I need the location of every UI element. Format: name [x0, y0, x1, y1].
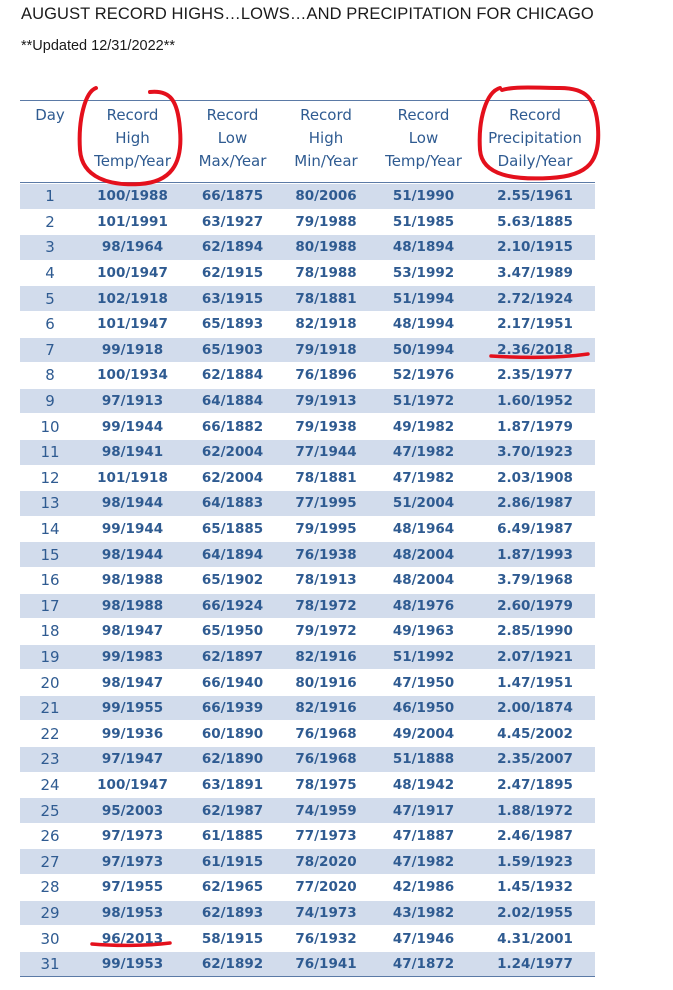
record-cell: 48/2004: [392, 572, 455, 589]
header-line: Record: [106, 106, 159, 124]
record-cell: 79/1995: [295, 521, 357, 538]
header-line: Temp/Year: [385, 152, 462, 170]
table-row: [20, 362, 595, 388]
day-cell: 15: [40, 545, 60, 564]
day-cell: 22: [40, 724, 60, 743]
table-row: [20, 209, 595, 235]
record-cell: 49/1963: [392, 623, 455, 640]
record-cell: 48/2004: [392, 546, 455, 563]
table-row: [20, 593, 595, 619]
record-cell: 2.35/2007: [497, 751, 573, 768]
record-cell: 51/1985: [392, 213, 455, 230]
record-cell: 98/1941: [101, 444, 164, 461]
table-row: [20, 567, 595, 593]
record-cell: 62/2004: [201, 469, 264, 486]
table-row: [20, 900, 595, 926]
table-row: [20, 337, 595, 363]
record-cell: 76/1968: [295, 725, 357, 742]
record-cell: 79/1972: [295, 623, 357, 640]
record-cell: 46/1950: [392, 700, 455, 717]
day-cell: 16: [40, 571, 60, 590]
day-cell: 5: [45, 289, 55, 308]
table-row: [20, 465, 595, 491]
record-cell: 2.47/1895: [497, 776, 573, 793]
header-line: High: [308, 129, 344, 147]
header-line: Temp/Year: [94, 152, 171, 170]
header-line: Low: [408, 129, 439, 147]
record-cell: 97/1973: [101, 828, 164, 845]
table-row: [20, 823, 595, 849]
header-day: [20, 104, 80, 127]
table-row: [20, 541, 595, 567]
day-cell: 10: [40, 417, 60, 436]
record-cell: 2.55/1961: [497, 188, 573, 205]
record-cell: 97/1973: [101, 853, 164, 870]
table-bottom-rule: [20, 976, 595, 977]
record-cell: 62/1897: [201, 648, 264, 665]
table-row: [20, 183, 595, 209]
record-cell: 76/1941: [295, 956, 357, 973]
record-cell: 77/1944: [295, 444, 357, 461]
record-cell: 4.45/2002: [497, 725, 573, 742]
record-cell: 47/1982: [392, 853, 455, 870]
record-cell: 1.45/1932: [497, 879, 573, 896]
record-cell: 2.10/1915: [497, 239, 573, 256]
record-cell: 1.47/1951: [497, 674, 573, 691]
record-cell: 77/1995: [295, 495, 357, 512]
record-cell: 65/1893: [201, 316, 264, 333]
record-cell: 62/2004: [201, 444, 264, 461]
table-row: [20, 951, 595, 977]
record-cell: 76/1968: [295, 751, 357, 768]
record-cell: 48/1976: [392, 597, 455, 614]
table-row: [20, 925, 595, 951]
record-cell: 2.46/1987: [497, 828, 573, 845]
record-cell: 53/1992: [392, 265, 455, 282]
table-body: [20, 183, 595, 976]
record-cell: 43/1982: [392, 904, 455, 921]
header-line: High: [115, 129, 150, 147]
record-cell: 64/1883: [201, 495, 264, 512]
record-cell: 78/1913: [295, 572, 357, 589]
day-cell: 19: [40, 647, 60, 666]
header-line: Record: [206, 106, 259, 124]
table-row: [20, 848, 595, 874]
table-row: [20, 669, 595, 695]
day-cell: 4: [45, 264, 55, 283]
record-cell: 62/1890: [201, 751, 264, 768]
record-cell: 82/1916: [295, 700, 357, 717]
day-cell: 8: [45, 366, 55, 385]
record-cell: 100/1988: [97, 188, 168, 205]
record-cell: 99/1936: [101, 725, 164, 742]
day-cell: 11: [40, 443, 60, 462]
record-cell: 98/1988: [101, 572, 164, 589]
record-cell: 48/1894: [392, 239, 455, 256]
record-cell: 2.86/1987: [497, 495, 573, 512]
table-row: [20, 746, 595, 772]
day-cell: 29: [40, 903, 60, 922]
record-cell: 48/1994: [392, 316, 455, 333]
table-row: [20, 644, 595, 670]
record-cell: 51/1992: [392, 648, 455, 665]
header-line: Precipitation: [488, 129, 582, 147]
record-cell: 62/1884: [201, 367, 264, 384]
record-cell: 101/1947: [97, 316, 168, 333]
header-line: Record: [509, 106, 561, 124]
record-cell: 2.85/1990: [497, 623, 573, 640]
record-cell: 64/1884: [201, 393, 264, 410]
record-cell: 66/1882: [201, 418, 264, 435]
record-cell: 47/1872: [392, 956, 455, 973]
record-cell: 42/1986: [392, 879, 455, 896]
record-cell: 98/1947: [101, 674, 164, 691]
record-cell: 48/1942: [392, 776, 455, 793]
table-row: [20, 720, 595, 746]
record-cell: 66/1939: [201, 700, 264, 717]
record-cell: 2.60/1979: [497, 597, 573, 614]
record-cell: 1.24/1977: [497, 956, 573, 973]
record-cell: 48/1964: [392, 521, 455, 538]
record-cell: 2.35/1977: [497, 367, 573, 384]
record-cell: 98/1944: [101, 495, 164, 512]
record-cell: 63/1891: [201, 776, 264, 793]
record-cell: 1.60/1952: [497, 393, 573, 410]
record-cell: 47/1917: [392, 802, 455, 819]
day-cell: 24: [40, 775, 60, 794]
record-cell: 101/1991: [97, 213, 168, 230]
record-cell: 98/1944: [101, 546, 164, 563]
record-cell: 99/1918: [101, 341, 164, 358]
record-cell: 63/1915: [201, 290, 264, 307]
record-cell: 66/1875: [201, 188, 264, 205]
record-cell: 66/1924: [201, 597, 264, 614]
record-cell: 3.79/1968: [497, 572, 573, 589]
record-cell: 51/1994: [392, 290, 455, 307]
day-cell: 7: [45, 340, 55, 359]
record-cell: 50/1994: [392, 341, 455, 358]
record-cell: 100/1934: [97, 367, 168, 384]
record-cell: 47/1946: [392, 930, 455, 947]
record-cell: 62/1987: [201, 802, 264, 819]
record-cell: 61/1885: [201, 828, 264, 845]
table-row: [20, 388, 595, 414]
record-cell: 78/1881: [295, 469, 357, 486]
record-cell: 2.03/1908: [497, 469, 573, 486]
record-cell: 51/1972: [392, 393, 455, 410]
table-row: [20, 413, 595, 439]
record-cell: 102/1918: [97, 290, 168, 307]
table-row: [20, 285, 595, 311]
record-cell: 62/1965: [201, 879, 264, 896]
day-cell: 28: [40, 878, 60, 897]
record-cell: 60/1890: [201, 725, 264, 742]
record-cell: 98/1953: [101, 904, 164, 921]
table-row: [20, 439, 595, 465]
record-cell: 65/1885: [201, 521, 264, 538]
day-cell: 20: [40, 673, 60, 692]
table-row: [20, 234, 595, 260]
record-cell: 64/1894: [201, 546, 264, 563]
header-record-high-min: [280, 104, 372, 173]
day-cell: 27: [40, 852, 60, 871]
record-cell: 2.36/2018: [497, 341, 573, 358]
day-cell: 9: [45, 392, 55, 411]
record-cell: 95/2003: [101, 802, 164, 819]
record-cell: 6.49/1987: [497, 521, 573, 538]
table-row: [20, 516, 595, 542]
record-cell: 99/1953: [101, 956, 164, 973]
record-cell: 62/1894: [201, 239, 264, 256]
record-cell: 82/1916: [295, 648, 357, 665]
record-cell: 65/1903: [201, 341, 264, 358]
record-cell: 97/1947: [101, 751, 164, 768]
record-cell: 101/1918: [97, 469, 168, 486]
record-cell: 79/1988: [295, 213, 357, 230]
record-cell: 47/1950: [392, 674, 455, 691]
record-cell: 98/1988: [101, 597, 164, 614]
record-cell: 80/2006: [295, 188, 357, 205]
header-record-precipitation: [475, 104, 595, 173]
day-cell: 14: [40, 520, 60, 539]
record-cell: 49/2004: [392, 725, 455, 742]
record-cell: 78/1975: [295, 776, 357, 793]
record-cell: 1.88/1972: [497, 802, 573, 819]
table-header: [20, 101, 595, 182]
day-cell: 13: [40, 494, 60, 513]
day-cell: 18: [40, 622, 60, 641]
day-cell: 31: [40, 955, 60, 974]
table-row: [20, 618, 595, 644]
record-cell: 77/2020: [295, 879, 357, 896]
record-cell: 51/2004: [392, 495, 455, 512]
day-cell: 1: [45, 187, 55, 206]
day-cell: 12: [40, 468, 60, 487]
table-row: [20, 874, 595, 900]
record-cell: 78/1881: [295, 290, 357, 307]
record-cell: 66/1940: [201, 674, 264, 691]
record-cell: 61/1915: [201, 853, 264, 870]
record-cell: 3.47/1989: [497, 265, 573, 282]
record-cell: 4.31/2001: [497, 930, 573, 947]
header-line: Low: [217, 129, 248, 147]
record-cell: 78/2020: [295, 853, 357, 870]
day-cell: 30: [40, 929, 60, 948]
record-cell: 47/1982: [392, 469, 455, 486]
header-record-low-max: [185, 104, 280, 173]
record-cell: 5.63/1885: [497, 213, 573, 230]
table-row: [20, 311, 595, 337]
record-cell: 2.72/1924: [497, 290, 573, 307]
day-cell: 26: [40, 827, 60, 846]
record-cell: 63/1927: [201, 213, 264, 230]
record-cell: 49/1982: [392, 418, 455, 435]
day-cell: 17: [40, 596, 60, 615]
day-cell: 2: [45, 212, 55, 231]
record-cell: 78/1988: [295, 265, 357, 282]
day-cell: 6: [45, 315, 55, 334]
table-row: [20, 260, 595, 286]
record-cell: 78/1972: [295, 597, 357, 614]
record-cell: 2.07/1921: [497, 648, 573, 665]
records-table: [20, 100, 595, 977]
record-cell: 99/1955: [101, 700, 164, 717]
record-cell: 1.87/1993: [497, 546, 573, 563]
record-cell: 47/1982: [392, 444, 455, 461]
record-cell: 51/1888: [392, 751, 455, 768]
page-title: AUGUST RECORD HIGHS…LOWS…AND PRECIPITATION FOR CHICAGO: [21, 5, 594, 23]
record-cell: 76/1938: [295, 546, 357, 563]
day-cell: 21: [40, 699, 60, 718]
record-cell: 74/1959: [295, 802, 357, 819]
table-row: [20, 797, 595, 823]
header-line: Min/Year: [294, 152, 358, 170]
record-cell: 65/1902: [201, 572, 264, 589]
day-cell: 23: [40, 750, 60, 769]
record-cell: 99/1944: [101, 521, 164, 538]
record-cell: 96/2013: [101, 930, 164, 947]
header-line: Max/Year: [198, 152, 267, 170]
record-cell: 76/1896: [295, 367, 357, 384]
record-cell: 1.87/1979: [497, 418, 573, 435]
record-cell: 58/1915: [201, 930, 264, 947]
record-cell: 62/1893: [201, 904, 264, 921]
header-line: Record: [300, 106, 352, 124]
record-cell: 3.70/1923: [497, 444, 573, 461]
header-line: Record: [397, 106, 450, 124]
table-row: [20, 695, 595, 721]
record-cell: 74/1973: [295, 904, 357, 921]
record-cell: 62/1892: [201, 956, 264, 973]
record-cell: 62/1915: [201, 265, 264, 282]
record-cell: 98/1964: [101, 239, 164, 256]
record-cell: 82/1918: [295, 316, 357, 333]
record-cell: 100/1947: [97, 776, 168, 793]
record-cell: 80/1988: [295, 239, 357, 256]
record-cell: 99/1983: [101, 648, 164, 665]
record-cell: 79/1913: [295, 393, 357, 410]
table-row: [20, 490, 595, 516]
record-cell: 98/1947: [101, 623, 164, 640]
table-row: [20, 772, 595, 798]
record-cell: 97/1955: [101, 879, 164, 896]
updated-note: **Updated 12/31/2022**: [21, 38, 175, 54]
record-cell: 2.00/1874: [497, 700, 573, 717]
record-cell: 51/1990: [392, 188, 455, 205]
record-cell: 79/1938: [295, 418, 357, 435]
day-cell: 25: [40, 801, 60, 820]
record-cell: 65/1950: [201, 623, 264, 640]
header-record-high-temp: [80, 104, 185, 173]
header-day-line1: Day: [35, 106, 65, 124]
header-record-low-temp: [372, 104, 475, 173]
record-cell: 1.59/1923: [497, 853, 573, 870]
day-cell: 3: [45, 238, 55, 257]
record-cell: 97/1913: [101, 393, 164, 410]
record-cell: 52/1976: [392, 367, 455, 384]
record-cell: 99/1944: [101, 418, 164, 435]
record-cell: 76/1932: [295, 930, 357, 947]
record-cell: 47/1887: [392, 828, 455, 845]
header-line: Daily/Year: [497, 152, 573, 170]
record-cell: 100/1947: [97, 265, 168, 282]
record-cell: 80/1916: [295, 674, 357, 691]
record-cell: 79/1918: [295, 341, 357, 358]
record-cell: 77/1973: [295, 828, 357, 845]
record-cell: 2.02/1955: [497, 904, 573, 921]
record-cell: 2.17/1951: [497, 316, 573, 333]
